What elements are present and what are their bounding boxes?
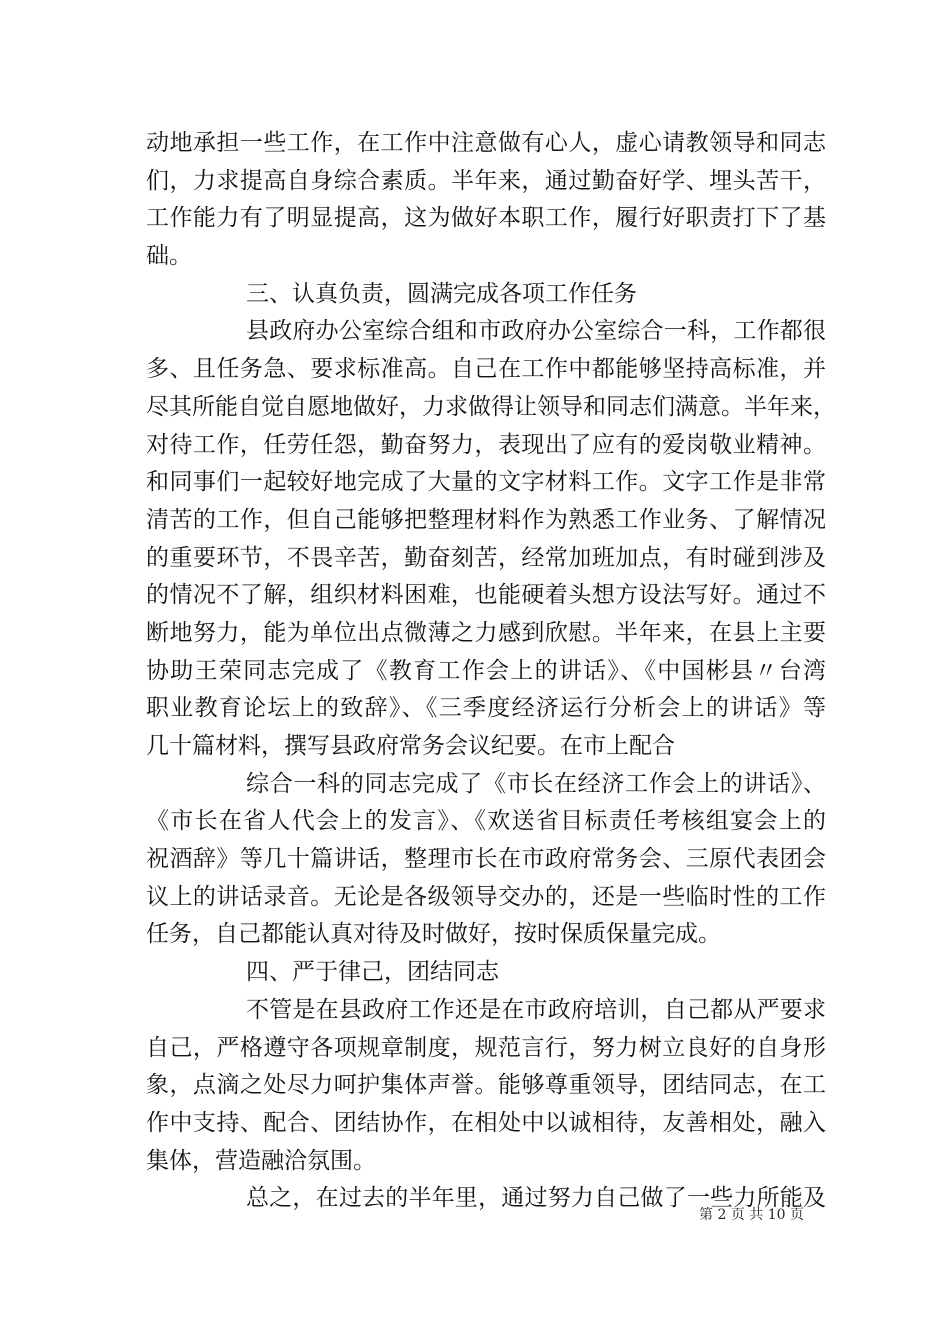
page-number-footer: 第 2 页 共 10 页 [699, 1207, 804, 1223]
text-line: 象，点滴之处尽力呵护集体声誉。能够尊重领导，团结同志，在工 [146, 1072, 826, 1099]
text-line: 《市长在省人代会上的发言》、《欢送省目标责任考核组宴会上的 [146, 808, 826, 835]
text-line: 多、且任务急、要求标准高。自己在工作中都能够坚持高标准，并 [146, 356, 826, 383]
text-line: 综合一科的同志完成了《市长在经济工作会上的讲话》、 [246, 770, 826, 797]
body-text [146, 125, 836, 1218]
text-line: 县政府办公室综合组和市政府办公室综合一科，工作都很 [246, 318, 826, 345]
text-line: 四、严于律己，团结同志 [246, 959, 499, 986]
text-line: 协助王荣同志完成了《教育工作会上的讲话》、《中国彬县〃台湾 [146, 657, 826, 684]
text-line: 职业教育论坛上的致辞》、《三季度经济运行分析会上的讲话》等 [146, 695, 826, 722]
text-line: 们，力求提高自身综合素质。半年来，通过勤奋好学、埋头苦干， [146, 167, 826, 194]
text-line: 对待工作，任劳任怨，勤奋努力，表现出了应有的爱岗敬业精神。 [146, 431, 826, 458]
text-line: 清苦的工作，但自己能够把整理材料作为熟悉工作业务、了解情况 [146, 506, 826, 533]
text-line: 自己，严格遵守各项规章制度，规范言行，努力树立良好的自身形 [146, 1034, 826, 1061]
text-line: 的情况不了解，组织材料困难，也能硬着头想方设法写好。通过不 [146, 582, 826, 609]
text-line: 作中支持、配合、团结协作，在相处中以诚相待，友善相处，融入 [146, 1109, 826, 1136]
text-line: 础。 [146, 243, 192, 270]
text-line: 三、认真负责，圆满完成各项工作任务 [246, 280, 637, 307]
text-line: 集体，营造融洽氛围。 [146, 1147, 376, 1174]
text-line: 议上的讲话录音。无论是各级领导交办的，还是一些临时性的工作 [146, 883, 826, 910]
text-line: 几十篇材料，撰写县政府常务会议纪要。在市上配合 [146, 733, 675, 759]
text-line: 尽其所能自觉自愿地做好，力求做得让领导和同志们满意。半年来， [146, 393, 836, 420]
text-line: 断地努力，能为单位出点微薄之力感到欣慰。半年来，在县上主要 [146, 619, 826, 646]
text-line: 和同事们一起较好地完成了大量的文字材料工作。文字工作是非常 [146, 469, 826, 496]
text-line: 的重要环节，不畏辛苦，勤奋刻苦，经常加班加点，有时碰到涉及 [146, 544, 826, 571]
text-line: 祝酒辞》等几十篇讲话，整理市长在市政府常务会、三原代表团会 [146, 846, 826, 873]
text-line: 不管是在县政府工作还是在市政府培训，自己都从严要求 [246, 996, 826, 1023]
text-line: 任务，自己都能认真对待及时做好，按时保质保量完成。 [146, 921, 721, 948]
text-line: 工作能力有了明显提高，这为做好本职工作，履行好职责打下了基 [146, 205, 826, 232]
text-line: 动地承担一些工作，在工作中注意做有心人，虚心请教领导和同志 [146, 130, 826, 156]
text-line: 总之，在过去的半年里，通过努力自己做了一些力所能及 [246, 1185, 826, 1212]
